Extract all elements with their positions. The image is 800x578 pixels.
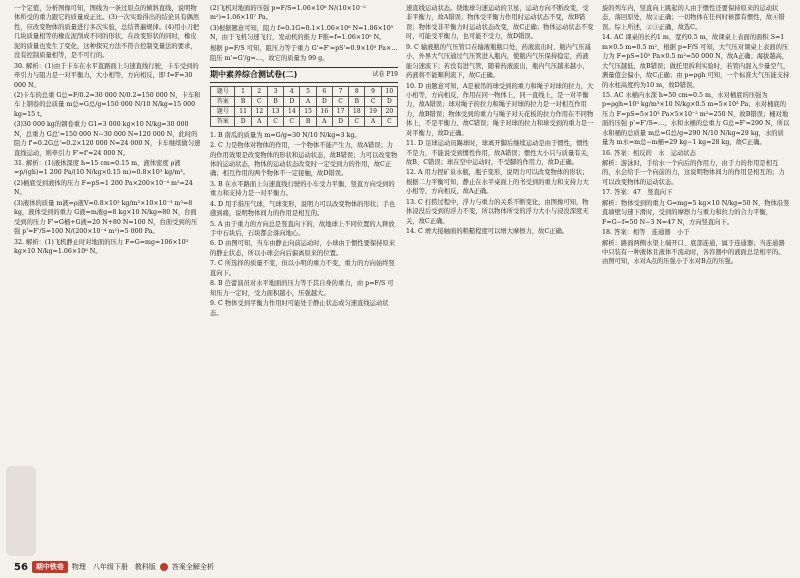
answer-table-cell: 12: [251, 106, 267, 116]
text-para: 5. A 由于重力的方向总是竖直向下的，故地球上不同位置的人释放手中石块后，石块都会落向地心。: [210, 220, 395, 237]
answer-table-cell: D: [316, 96, 332, 106]
answer-table-cell: A: [316, 116, 332, 126]
answers-label: 答案全解全析: [171, 563, 214, 571]
answer-table-cell: 答案: [211, 96, 235, 106]
page-number: 56: [14, 561, 28, 573]
text-para: 11. D 足球运动员踢球时，球离开脚后继续运动是由于惯性，惯性不是力，不能说受到惯性作用，故A错误；惯性大小只与质量有关，故B、C错误；球在空中运动时，不受脚的作用力，故D正确。: [406, 140, 594, 166]
answer-table-cell: 18: [349, 106, 365, 116]
answer-table-cell: 题号: [211, 86, 235, 96]
text-para: 13. C 打捞过程中，浮力与重力的关系不断变化，由图像可知，物体浸没后受到的浮力不变，所以物体所受的浮力大小与浸没深度无关，故C正确。: [406, 198, 589, 225]
answer-table-cell: B: [300, 116, 316, 126]
column-1: [14, 4, 202, 558]
answer-table-cell: 答案: [211, 116, 235, 126]
answer-table-cell: C: [332, 96, 348, 106]
text-para: 31. 解析：(1)液体深度 h=15 cm=0.15 m，液体密度 ρ液=p/(gh)=1 200 Pa/(10 N/kg×0.15 m)=0.8×10³ kg/m³。: [14, 160, 190, 177]
column-4: [602, 4, 790, 558]
text-para: 2. C 力是物体对物体的作用，一个物体不能产生力，故A错误；力的作用效果是改变物体的形状和运动状态，故B错误；力可以改变物体的运动状态，物体的运动状态改变时一定受到力的作用，故C正确；相互作用的两个物体不一定接触，故D错误。: [210, 142, 398, 178]
text-para: 17. 答案：47 竖直向下: [602, 189, 673, 197]
text-para: 30. 解析：(1)由于卡车在水平直路面上匀速直线行驶，卡车受到的牵引力与阻力是一对平衡力，大小相等，方向相反，即 f=F=30 000 N。: [14, 62, 199, 89]
text-para: 解析：路面两侧水渠上端开口、底部连通，属于连通器；当连通器中只装有一种液体且液体不流动时，各容器中的液面总是相平的。由图可知，水对A点的压强小于水对B点的压强。: [602, 239, 785, 266]
page-footer: [14, 559, 790, 575]
answer-table-cell: B: [235, 96, 251, 106]
text-para: 解析：游泳时，手给水一个向后的作用力，由于力的作用是相互的，水会给手一个向前的力，这说明物体间力的作用是相互的；力可以改变物体的运动状态。: [602, 160, 785, 186]
column-3: [406, 4, 594, 558]
text-para: 16. 答案：相反的 水 运动状态: [602, 149, 696, 157]
text-para: 4. D 用手指压气球，气球变形，说明力可以改变物体的形状；手也感到痛，说明物体间力的作用是相互的。: [210, 200, 396, 218]
text-para: 速直线运动状态。绕地球匀速运动的卫星，运动方向不断改变，受非平衡力，故A错误；物体受平衡力作用时运动状态不变，故B错误；物体受非平衡力时运动状态改变，故C正确；物体运动状态不变时，可能受平衡力，也可能不受力，故D错误。: [406, 5, 594, 41]
answer-table-row: [211, 86, 398, 96]
answer-table-cell: 4: [284, 86, 300, 96]
answer-table: [210, 86, 398, 127]
answer-table-cell: 14: [284, 106, 300, 116]
text-para: 6. D 由图可知，当车由静止向前运动时，小球由于惯性要保持原来的静止状态，所以小球会向后偏离原来的位置。: [210, 240, 396, 257]
exam-title: 期中素养综合测试卷(二): [210, 69, 298, 79]
text-para: 一个定值，分析图像可知，图线为一条过原点的倾斜直线，说明物体所受的重力跟它的质量成正比。(3)一次实验得出的结论具有偶然性，应改变物体的质量进行多次实验，总结普遍规律。(4)用小刀把几块质量相等的橡皮泥削成不同的形状，在改变形状的同时，橡皮泥的质量也发生了变化，这种探究方法不符合控制变量法的要求，没有控制质量相等，是不可行的。: [14, 5, 200, 60]
thumb-shadow: [6, 466, 36, 556]
answer-table-cell: 7: [332, 86, 348, 96]
answer-table-row: [211, 116, 398, 126]
answer-table-cell: 5: [300, 86, 316, 96]
text-para: 18. 答案：相等 连通器 小于: [602, 229, 690, 237]
text-para: 根据 p=F/S 可知，阻压力等于重力 G'=F'=pS'=0.9×10⁵ Pa×…: [210, 44, 398, 52]
answer-table-cell: A: [300, 96, 316, 106]
answer-table-cell: 13: [267, 106, 283, 116]
text-para: 7. C 所选择的质量不变，但以小明的重力不变，重力的方向始终竖直向下。: [210, 260, 395, 277]
text-para: 15. AC 水桶内水深 h=50 cm=0.5 m，水对桶底的压强为 p=ρgh=10³ kg/m³×10 N/kg×0.5 m=5×10³ Pa；水对桶底的压力 F=pS=5×10³ Pa×5×10⁻² m²=250 N，故B错误；桶对地面的压强 p'=F'/S=…，水和水桶的总重力 G总=F'=290 N，所以水和桶的总质量 m总=G总/g=290 N/10 N/kg=29 kg，水的质量为 m水=m总−m桶=29 kg−1 kg=28 kg，故C正确。: [602, 91, 790, 147]
exam-section-header: [210, 67, 398, 83]
text-para: (2)卡车的总重 G总=F/0.2=30 000 N/0.2=150 000 N，卡车和车上钢卷的总质量 m总=G总/g=150 000 N/10 N/kg=15 000 kg=15 t。: [14, 91, 201, 118]
text-para: (3)液体的质量 m液=ρ液V=0.8×10³ kg/m³×10×10⁻³ m³=8 kg，液体受到的重力 G液=m液g=8 kg×10 N/kg=80 N，台面受到的压力 F'=G桶+G液=20 N+80 N=100 N，台面受到的压强 p'=F'/S=100 N/(200×10⁻⁴ m²)=5 000 Pa。: [14, 199, 198, 236]
answer-table-cell: C: [267, 116, 283, 126]
text-para: (2)桶底受到液体的压力 F=pS=1 200 Pa×200×10⁻⁴ m²=24 N。: [14, 179, 193, 197]
text-para: 9. C 输液瓶的气压管口在输液瓶瓶口处，药液流出时，瓶内气压减小，外界大气压通过气压管进入瓶内，使瓶内气压保持稳定，药液能匀速流下；若没有进气管，随着药液流出，瓶内气压越来越小，药液将不能顺利流下，故C正确。: [406, 43, 591, 80]
text-para: 14. C 增大接触面的粗糙程度可以增大摩擦力，故C正确。: [406, 228, 569, 236]
text-para: 32. 解析：(1)飞机静止时对地面的压力 F=G=mg=106×10³ kg×10 N/kg=1.06×10⁶ N。: [14, 238, 189, 255]
text-para: 8. B 芭蕾演员对水平地面的压力等于其自身的重力，由 p=F/S 可知压力一定时，受力面积越小，压强越大。: [210, 280, 394, 297]
answer-table-cell: C: [284, 116, 300, 126]
answer-table-row: [211, 106, 398, 116]
exam-page-ref: 试卷 P19: [372, 71, 398, 79]
answer-table-cell: A: [251, 116, 267, 126]
answer-table-cell: C: [349, 116, 365, 126]
answer-table-cell: 19: [365, 106, 381, 116]
text-para: 旋的列车内，竖直向上跳起的人由于惯性还要保持原来的运动状态，落回原处，故②正确；一切物体在任何时候都有惯性，故④错误。综上所述，②③正确，故选C。: [602, 5, 785, 31]
answer-table-cell: D: [284, 96, 300, 106]
text-para: 解析：物体受到的重力 G=mg=5 kg×10 N/kg=50 N，物体沿竖直墙壁匀速下滑时，受到的摩擦力与重力和拉力的合力平衡，F=G−f=50 N−3 N=47 N，方向竖直向下。: [602, 199, 790, 226]
answer-table-cell: A: [365, 116, 381, 126]
answer-table-cell: C: [381, 116, 397, 126]
answer-table-row: [211, 96, 398, 106]
text-para: 10. D 由题意可知，A是被吊的球受到的重力和绳子对球的拉力，大小相等，方向相反，作用在同一物体上，同一直线上，是一对平衡力，故A错误；球对绳子的拉力和绳子对球的拉力是一对相互作用力，故B错误；物体受到的重力与绳子对天花板的拉力作用在不同物体上，不是平衡力，故C错误；绳子对球的拉力和球受到的重力是一对平衡力，故D正确。: [406, 82, 594, 137]
answer-table-cell: D: [235, 116, 251, 126]
answer-table-cell: 6: [316, 86, 332, 96]
text-para: (3)30 000 kg的钢卷重力 G1=3 000 kg×10 N/kg=30 000 N，总重力 G总'=150 000 N−30 000 N=120 000 N，此时的阻力 f'=0.2G总'=0.2×120 000 N=24 000 N，卡车继续做匀速直线运动，则牵引力 F'=f'=24 000 N。: [14, 121, 201, 157]
text-para: (3)根据题意可知，阻力 f=0.1G=0.1×1.06×10⁶ N=1.06×10⁵ N，由于飞机匀速飞行，发动机的推力 F推=f=1.06×10⁵ N。: [210, 24, 394, 42]
answer-table-cell: D: [332, 116, 348, 126]
text-para: 9. C 物体受到平衡力作用时可能处于静止状态或匀速直线运动状态。: [210, 300, 389, 317]
text-para: 1. B 南瓜的质量为 m=G/g=30 N/10 N/kg=3 kg。: [210, 131, 361, 139]
answer-table-cell: 9: [365, 86, 381, 96]
logo-icon: [160, 563, 168, 571]
subject-label: 物理 八年级下册 教科版: [71, 563, 156, 571]
text-para: 14. AC 课桌的长约1 m，宽约0.5 m，故课桌上表面的面积 S=1 m×0.5 m=0.5 m²，根据 p=F/S 可知，大气压对课桌上表面的压力为 F=pS=10⁵ Pa×0.5 m²=50 000 N，故A正确；海拔越高，大气压越低，故B错误；做托里拆利实验时，若管内混入少量空气，测量值会偏小，故C正确；由 p=ρgh 可知，一个标准大气压能支持的水柱高度约为10 m，故D错误。: [602, 34, 790, 89]
answer-table-cell: 20: [381, 106, 397, 116]
answer-table-cell: 8: [349, 86, 365, 96]
answer-table-cell: 15: [300, 106, 316, 116]
brand-badge: 期中铁卷: [32, 561, 68, 573]
answer-table-cell: 2: [251, 86, 267, 96]
text-para: 3. B 在水平路面上匀速直线行驶的小车受力平衡，竖直方向受到的重力和支持力是一对平衡力。: [210, 180, 395, 198]
answer-table-cell: C: [365, 96, 381, 106]
text-para: 阻压 m'=G'/g=…，故它的质量为 99 g。: [210, 55, 329, 63]
answer-table-cell: 1: [235, 86, 251, 96]
answer-table-cell: B: [267, 96, 283, 106]
answer-table-cell: C: [251, 96, 267, 106]
text-para: 12. A 用力捏矿泉水瓶，瓶子变形，说明力可以改变物体的形状；根据二力平衡可知，静止在水平桌面上的书受到的重力和支持力大小相等，方向相反，故A正确。: [406, 169, 589, 196]
column-2: [210, 4, 398, 558]
text-para: (2)飞机对地面的压强 p=F/S=1.06×10⁶ N/(10×10⁻² m²)=1.06×10⁷ Pa。: [210, 5, 366, 22]
answer-table-cell: 3: [267, 86, 283, 96]
answer-table-cell: 10: [381, 86, 397, 96]
answer-table-cell: 题号: [211, 106, 235, 116]
answer-table-cell: B: [349, 96, 365, 106]
answer-table-cell: 11: [235, 106, 251, 116]
answer-table-cell: D: [381, 96, 397, 106]
answer-table-cell: 16: [316, 106, 332, 116]
answer-table-cell: 17: [332, 106, 348, 116]
